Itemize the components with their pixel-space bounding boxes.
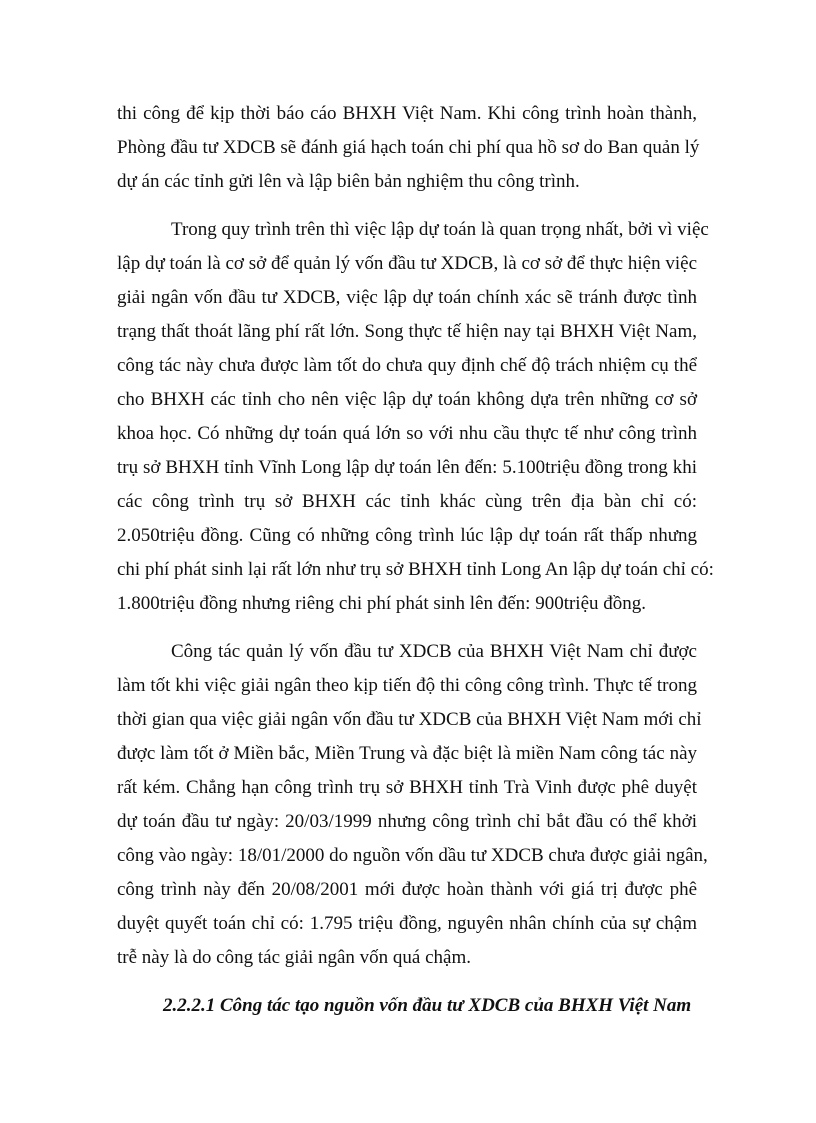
paragraph-line: dự án các tỉnh gửi lên và lập biên bản nghiệm thu công trình. [117, 171, 580, 192]
paragraph-line: Trong quy trình trên thì việc lập dự toán là quan trọng nhất, bởi vì việc [171, 219, 709, 240]
paragraph-line: dự toán đầu tư ngày: 20/03/1999 nhưng công trình chỉ bắt đầu có thể khởi [117, 811, 697, 832]
paragraph-line: công vào ngày: 18/01/2000 do nguồn vốn dầu tư XDCB chưa được giải ngân, [117, 845, 708, 866]
paragraph-line: thi công để kịp thời báo cáo BHXH Việt Nam. Khi công trình hoàn thành, [117, 103, 697, 124]
paragraph-line: 2.050triệu đồng. Cũng có những công trình lúc lập dự toán rất thấp nhưng [117, 525, 697, 546]
paragraph-line: khoa học. Có những dự toán quá lớn so với nhu cầu thực tế như công trình [117, 423, 697, 444]
paragraph-3 [117, 635, 708, 975]
paragraph-line: thời gian qua việc giải ngân vốn đầu tư XDCB của BHXH Việt Nam mới chỉ [117, 709, 702, 730]
section-heading: 2.2.2.1 Công tác tạo nguồn vốn đầu tư XDCB của BHXH Việt Nam [163, 995, 692, 1016]
paragraph-line: công tác này chưa được làm tốt do chưa quy định chế độ trách nhiệm cụ thể [117, 355, 697, 376]
paragraph-line: Phòng đầu tư XDCB sẽ đánh giá hạch toán chi phí qua hồ sơ do Ban quản lý [117, 137, 700, 158]
paragraph-line: các công trình trụ sở BHXH các tỉnh khác cùng trên địa bàn chỉ có: [117, 491, 697, 512]
paragraph-line: công trình này đến 20/08/2001 mới được hoàn thành với giá trị được phê [117, 879, 697, 900]
paragraph-line: trạng thất thoát lãng phí rất lớn. Song thực tế hiện nay tại BHXH Việt Nam, [117, 321, 697, 342]
paragraph-line: làm tốt khi việc giải ngân theo kịp tiến độ thi công công trình. Thực tế trong [117, 675, 697, 696]
paragraph-line: Công tác quản lý vốn đầu tư XDCB của BHXH Việt Nam chỉ được [171, 641, 697, 662]
paragraph-line: được làm tốt ở Miền bắc, Miền Trung và đặc biệt là miền Nam công tác này [117, 743, 697, 764]
document-body [117, 97, 714, 1023]
paragraph-line: lập dự toán là cơ sở để quản lý vốn đầu tư XDCB, là cơ sở để thực hiện việc [117, 253, 697, 274]
paragraph-2 [117, 213, 714, 621]
paragraph-line: chi phí phát sinh lại rất lớn như trụ sở BHXH tỉnh Long An lập dự toán chỉ có: [117, 559, 714, 580]
paragraph-line: giải ngân vốn đầu tư XDCB, việc lập dự toán chính xác sẽ tránh được tình [117, 287, 697, 308]
paragraph-line: rất kém. Chẳng hạn công trình trụ sở BHXH tỉnh Trà Vinh được phê duyệt [117, 777, 697, 798]
paragraph-line: cho BHXH các tỉnh cho nên việc lập dự toán không dựa trên những cơ sở [117, 389, 697, 410]
paragraph-line: duyệt quyết toán chỉ có: 1.795 triệu đồng, nguyên nhân chính của sự chậm [117, 913, 697, 934]
paragraph-1 [117, 97, 700, 199]
paragraph-line: trụ sở BHXH tỉnh Vĩnh Long lập dự toán lên đến: 5.100triệu đồng trong khi [117, 457, 697, 478]
paragraph-line: trễ này là do công tác giải ngân vốn quá chậm. [117, 947, 472, 968]
paragraph-line: 1.800triệu đồng nhưng riêng chi phí phát sinh lên đến: 900triệu đồng. [117, 593, 647, 614]
